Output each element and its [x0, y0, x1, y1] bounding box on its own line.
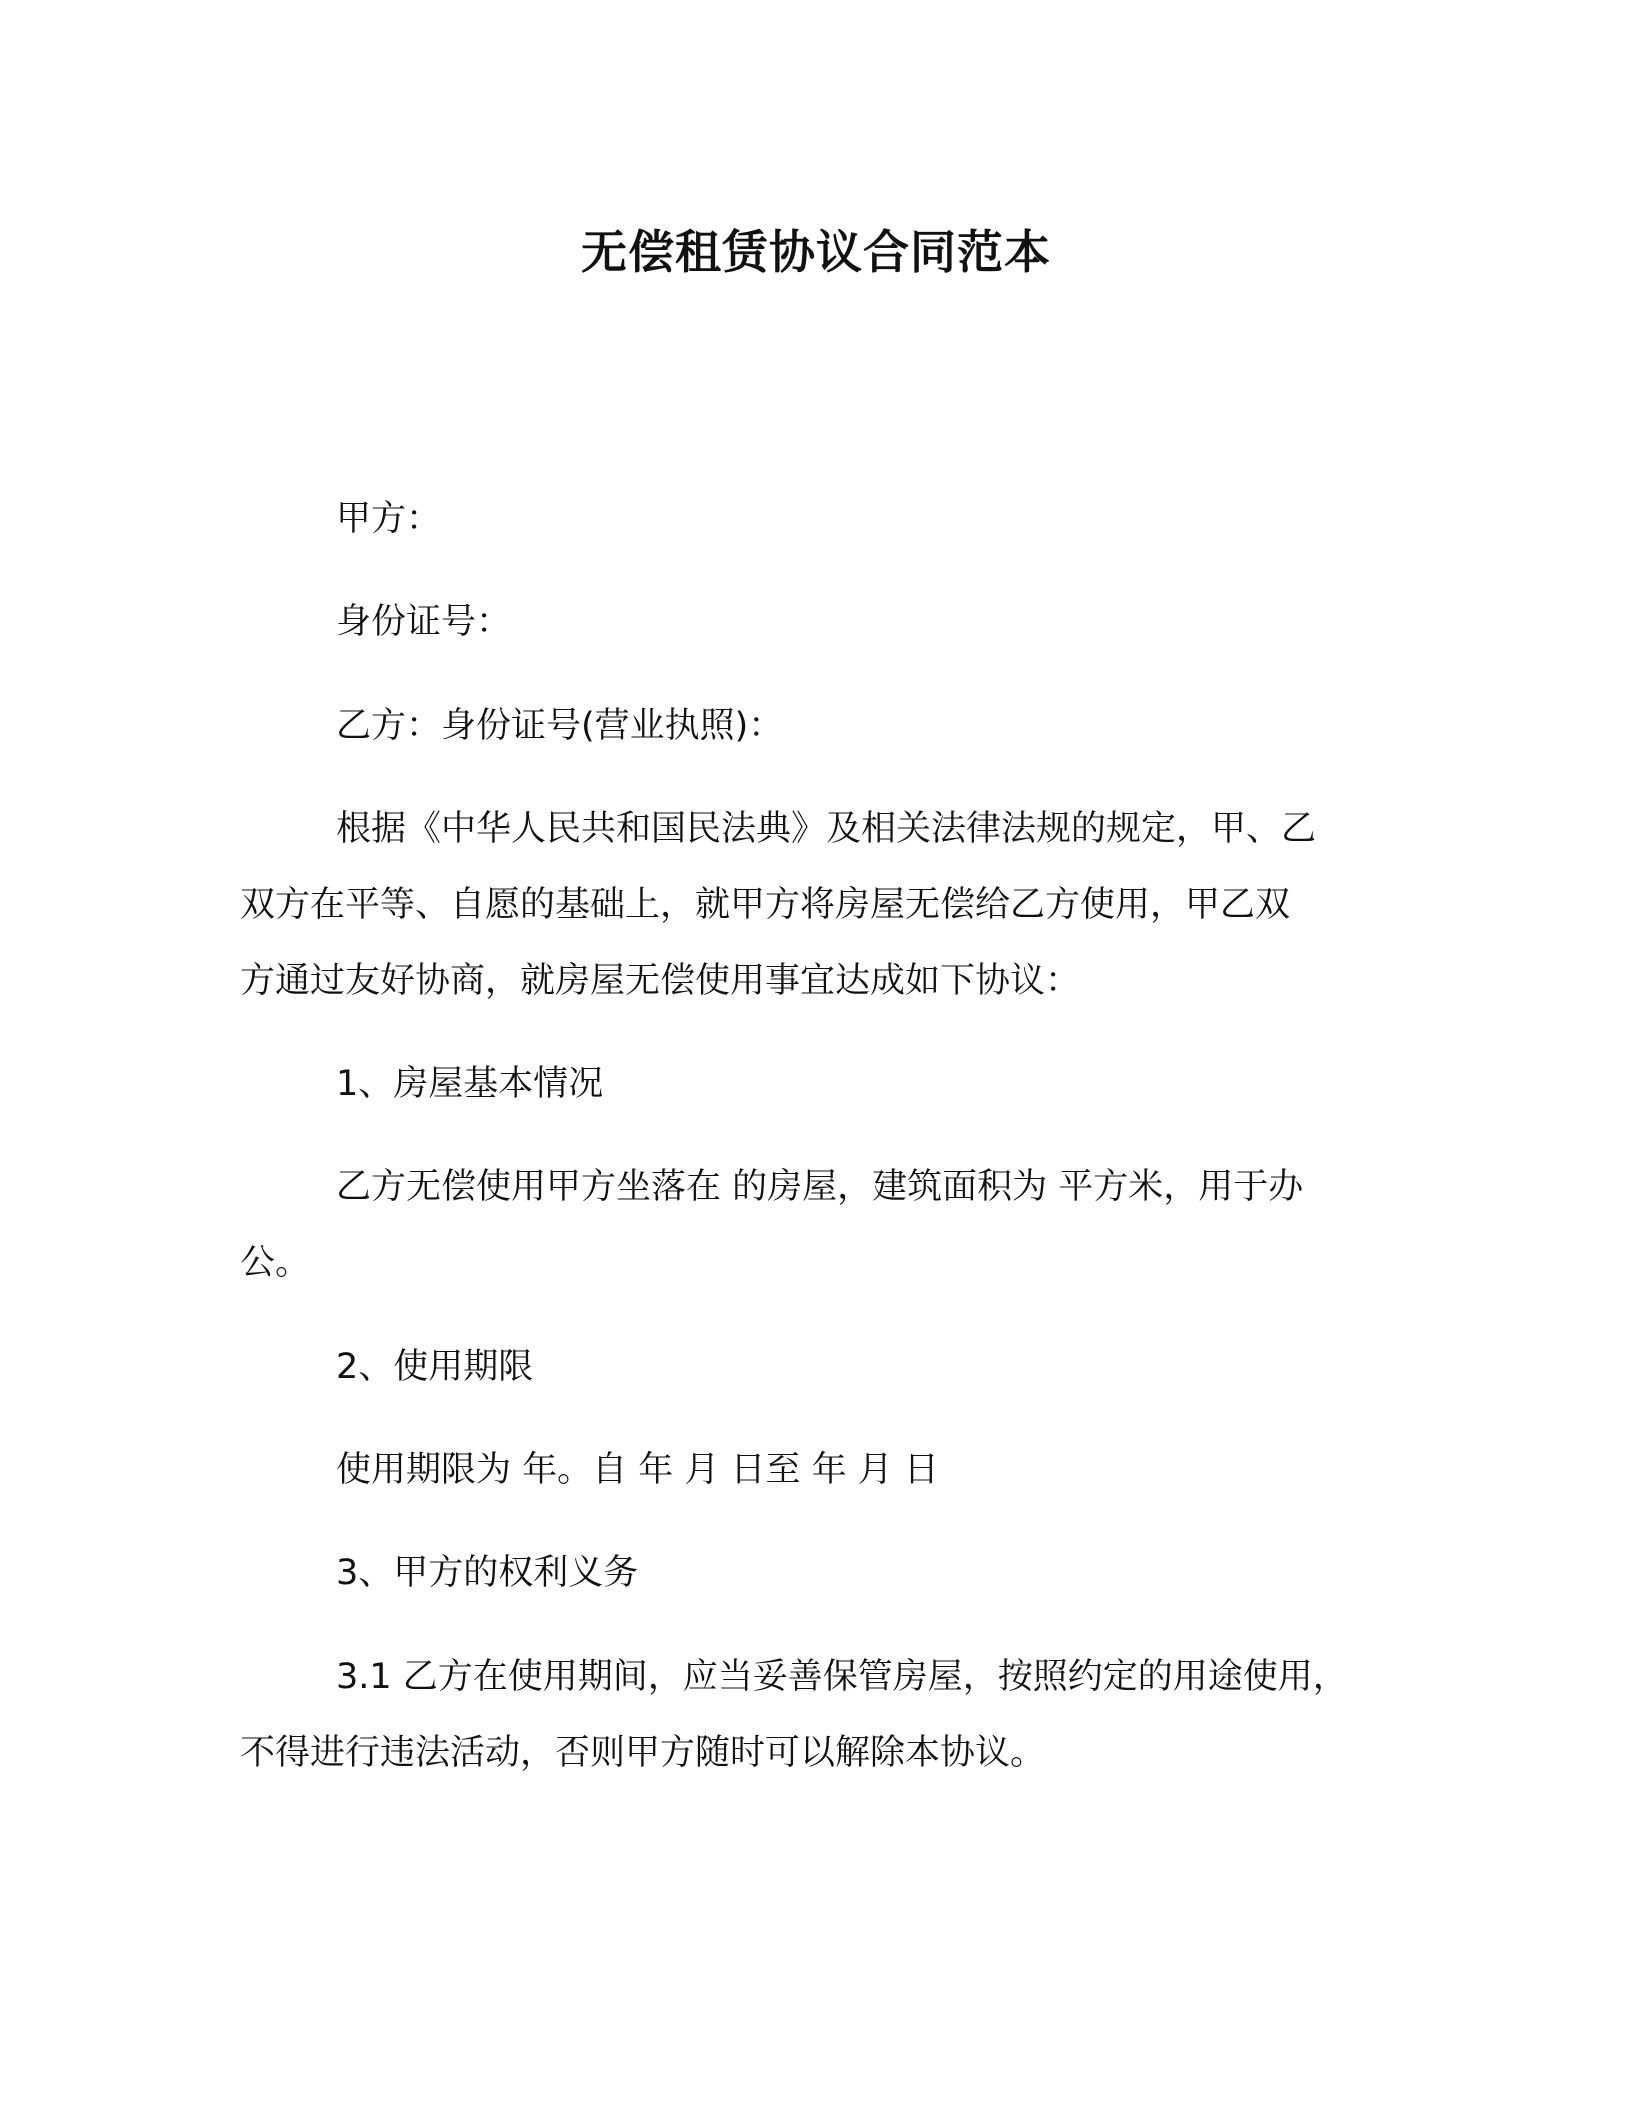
preamble-line-2: 双方在平等、自愿的基础上，就甲方将房屋无偿给乙方使用，甲乙双: [240, 885, 1291, 925]
section-1-heading: 1、房屋基本情况: [336, 1064, 604, 1104]
section-1-line-2: 公。: [240, 1243, 311, 1283]
clause-3-1-line-1: 3.1 乙方在使用期间，应当妥善保管房屋，按照约定的用途使用，: [336, 1657, 1348, 1697]
id-number-label: 身份证号：: [336, 602, 512, 642]
party-a-label: 甲方：: [336, 499, 442, 539]
clause-3-1-line-2: 不得进行违法活动，否则甲方随时可以解除本协议。: [240, 1733, 1046, 1773]
preamble-line-3: 方通过友好协商，就房屋无偿使用事宜达成如下协议：: [240, 961, 1081, 1001]
page-title: 无偿租赁协议合同范本: [581, 225, 1051, 279]
preamble-line-1: 根据《中华人民共和国民法典》及相关法律法规的规定，甲、乙: [336, 809, 1317, 849]
party-b-line: 乙方：身份证号(营业执照)：: [336, 706, 784, 746]
section-2-line-1: 使用期限为 年。自 年 月 日至 年 月 日: [336, 1450, 939, 1490]
section-2-heading: 2、使用期限: [336, 1347, 534, 1387]
section-1-line-1: 乙方无偿使用甲方坐落在 的房屋，建筑面积为 平方米，用于办: [336, 1167, 1304, 1207]
section-3-heading: 3、甲方的权利义务: [336, 1553, 639, 1593]
